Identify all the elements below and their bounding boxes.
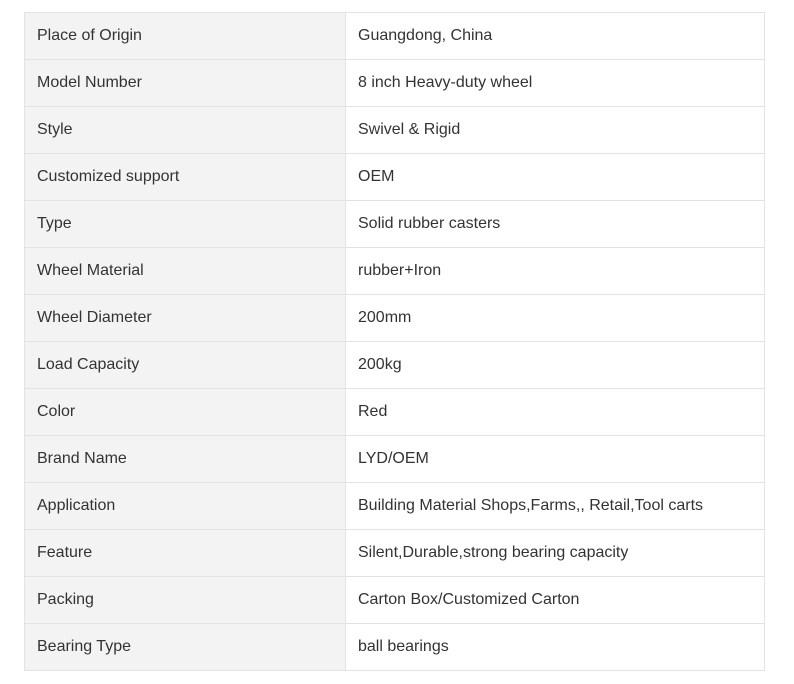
table-row <box>25 389 765 436</box>
spec-label: Feature <box>25 530 346 577</box>
spec-value: rubber+Iron <box>346 248 765 295</box>
table-row <box>25 154 765 201</box>
spec-value: 200kg <box>346 342 765 389</box>
table-row <box>25 295 765 342</box>
spec-value: 200mm <box>346 295 765 342</box>
spec-label: Color <box>25 389 346 436</box>
spec-value: Silent,Durable,strong bearing capacity <box>346 530 765 577</box>
spec-label: Wheel Diameter <box>25 295 346 342</box>
product-spec-table <box>24 12 765 671</box>
spec-label: Load Capacity <box>25 342 346 389</box>
spec-value: Solid rubber casters <box>346 201 765 248</box>
table-row <box>25 577 765 624</box>
spec-value: OEM <box>346 154 765 201</box>
spec-label: Type <box>25 201 346 248</box>
spec-value: Guangdong, China <box>346 13 765 60</box>
spec-value: Red <box>346 389 765 436</box>
spec-label: Brand Name <box>25 436 346 483</box>
table-row <box>25 13 765 60</box>
spec-value: Building Material Shops,Farms,, Retail,Tool carts <box>346 483 765 530</box>
spec-label: Model Number <box>25 60 346 107</box>
spec-value: ball bearings <box>346 624 765 671</box>
table-row <box>25 248 765 295</box>
table-row <box>25 60 765 107</box>
spec-label: Wheel Material <box>25 248 346 295</box>
table-row <box>25 107 765 154</box>
spec-label: Place of Origin <box>25 13 346 60</box>
spec-value: LYD/OEM <box>346 436 765 483</box>
spec-label: Style <box>25 107 346 154</box>
table-row <box>25 436 765 483</box>
table-row <box>25 624 765 671</box>
spec-table-body <box>25 13 765 671</box>
table-row <box>25 342 765 389</box>
table-row <box>25 201 765 248</box>
spec-label: Bearing Type <box>25 624 346 671</box>
spec-label: Packing <box>25 577 346 624</box>
spec-value: Carton Box/Customized Carton <box>346 577 765 624</box>
spec-label: Application <box>25 483 346 530</box>
table-row <box>25 483 765 530</box>
table-row <box>25 530 765 577</box>
spec-value: Swivel & Rigid <box>346 107 765 154</box>
spec-value: 8 inch Heavy-duty wheel <box>346 60 765 107</box>
spec-label: Customized support <box>25 154 346 201</box>
